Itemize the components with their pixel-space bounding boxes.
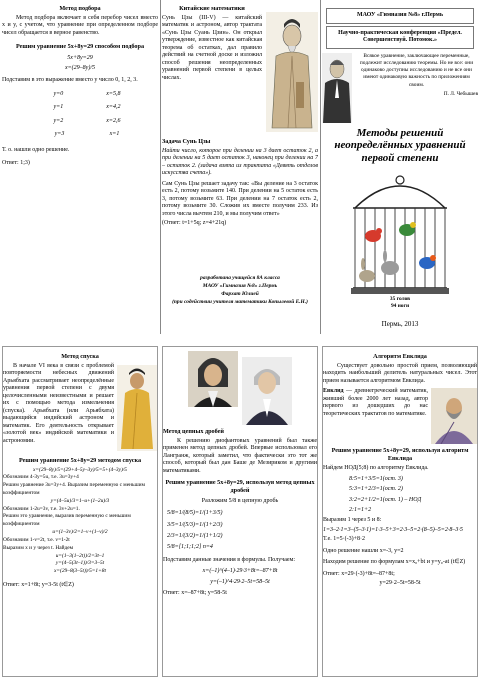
multiply-text: Т.е. 1=5·(-3)+8·2 [323,536,365,542]
chebyshev-portrait [322,53,352,123]
euclid-step: 8:5=1+3/5=1(ост. 3) [349,476,403,483]
table-row: y=1 x=4,2 [53,104,121,110]
brochure-title: Методы решений неопределённых уравнений первой степени [334,126,466,164]
task-statement: Решим уравнение 5х+8у=29 способом подбора [15,43,145,51]
euclid-step: 2:1=1+2 [349,506,372,513]
step-line: Решим уравнение 3u=3у+4. Выразим переменную с меньшим коэффициентом [3,482,145,496]
euclid-step: 3:2=2+1/2=1(ост. 1) – НОД [349,496,422,503]
credit-line: разработана учащейся 8А класса [200,274,280,281]
panel-continued-fractions [162,346,318,677]
task-text: Найти число, которое при делении на 3 дает остаток 2, а при делении на 5 дает остаток 3, наконец при делении на 7 – остаток 2. (задача взята из трактата «Девять отделов искусства счета»). [162,147,318,177]
table-row: y=3 x=1 [54,131,120,137]
epigraph-quote: Всякое уравнение, заключающее переменные, подлежит исследованию теоремы. Но не все: они одинаково доступны исследованию и не все они имеют одинаковую важность по приложениям своим. [359,52,474,88]
fraction-line: 2/3=1/(3/2)=1/(1+1/2) [167,533,223,540]
euclid-steps [323,474,477,515]
equation-x: x=(29–8y)/5 [64,64,96,71]
result-lines [163,566,317,586]
equation: 5х+8у=29 [67,55,93,61]
table-row: y=2 x=2,6 [53,117,121,124]
conference-name: Научно-практическая конференция «Предел. Совершенствуй. Потомок.» [326,26,474,49]
bird-icon [365,228,382,242]
result-y: y=(–1)^4·29·2–5t=58–5t [210,578,270,585]
credit-line: Фархат Юлией [221,290,259,297]
fraction-line: 3/5=1/(5/3)=1/(1+2/3) [167,521,223,528]
step-line: Обозначим 1-v=2t, т.е. v=1-2t [3,536,70,543]
task-statement: Решим уравнение 5х+8у=29, используя метод цепных дробей [165,479,315,494]
gcd-text: Найдем НОД(5;8) по алгоритму Евклида. [323,464,429,471]
cage-legs: 94 ноги [390,302,410,309]
conclusion-text: Т. о. нашли одно решение. [2,146,70,153]
task-statement: Решим уравнение 5х+8у=29 методом спуска [18,456,142,464]
answer-text: Ответ: x=29·(-3)+8t=–87+8t; [323,570,395,577]
panel-intro: Сунь Цзы (III-V) — китайский математик и астроном, автор трактата «Сунь Цзы Суань Цзин». Он открыл утверждение, известное как китайская теорема об остатках, дал правило действий на счетной доске и изложил способ решения неопределенных уравнений первой степени в целых числах. [162,14,262,81]
task-title: Задача Сунь Цзы [162,138,211,145]
euclid-portrait [431,388,477,444]
step-line: x=(29–8y)/5=(29+4–5y–3y)/5=5+(4–3y)/5 [33,466,127,473]
panel-heading: Китайские математики [179,5,245,12]
panel-euclid-algorithm [322,346,478,677]
answer-text: Ответ: x=–87+8t; y=58-5t [163,589,227,596]
table-row: y=0 x=5,8 [53,90,121,97]
express-text: Выразим 1 через 5 и 8: [323,517,382,523]
panel-heading: Метод цепных дробей [163,428,224,435]
answer-text-y: y=29·2–5t=58-5t [379,580,421,586]
city-year: Пермь, 2013 [381,320,419,329]
values-table [32,91,142,139]
sun-tzu-portrait [266,12,318,132]
lagrange-portrait [188,351,238,407]
fraction-line: 5/8=1/(8/5)=1/(1+3/5) [167,510,223,517]
step-line: y=(4–5(3t–1))/3=3–5t [55,560,105,567]
answer-text: Ответ: x=1+8t; y=3-5t (t∈Z) [3,582,74,589]
panel-intro: Метод подбора включает в себя перебор чисел вместо х и у, с учетом, что уравнение при определенном подборе чисел обращается в верное равенство. [2,14,158,36]
cage-heads: 35 голов [389,296,411,303]
express-formula: 1=3–2·1=3–(5–3·1)=1·3–5+3=2·3–5=2·(8–5)–5=2·8–3·5 [323,526,463,533]
rabbit-icon [381,250,399,275]
step-line: u=(1–3v)/2=1–v+(1–v)/2 [52,529,108,536]
result-x: x=(–1)^(4–1)·29·3+8t=–87+8t [202,568,278,575]
fraction-lines [163,508,317,554]
credit-line: (при содействии учителя математики Копылевой Е.Н.) [172,299,308,306]
euclid-name: Евклид [323,388,344,395]
step-line: Решим это уравнение, выразив переменную с меньшим коэффициентом [3,513,131,528]
panel-cover [322,2,478,332]
panel-intro: К решению диофантовых уравнений был также применен метод цепных дробей. Впервые использовал его Лангранж, который заметил, что фактически это тот же способ, который был дан Баше де Мезириком и другими математиками. [163,437,317,474]
panel-intro: В начале VI века в связи с проблемой повторяемости небесных движений Арьябхата рассматривает неопределённые уравнения первой степени с двумя целочисленными неизвестными и решает их с помощью метода измельчения (спуска). Арьябхата (или Арьябхата) выдающийся индийский астроном и математик. Его деятельность открывает «золотой век» индийской математики и астрономии. [3,362,114,444]
bird-icon [399,222,416,236]
panel-heading: Метод спуска [61,353,99,360]
steps-list [3,467,157,577]
euclid-bio: — древнегреческий математик, живший более 2000 лет назад, автор первого из дошедших до нас теоретических трактатов по математике. [323,388,429,417]
bird-icon [419,255,436,269]
formula-text: Находим решение по формулам x=x₀+bt и y=y₀-at (t∈Z) [323,559,466,565]
fold-line [160,0,161,334]
panel-heading: Алгоритм Евклида [373,353,427,360]
cage-caption [345,296,455,309]
euclid-step: 5:3=1+2/3=1(ост. 2) [349,486,403,493]
step-line: x=(29–8(3–5t))/5=1+8t [54,568,106,575]
step-line: u=(1–3(1–2t))/2=3t–1 [55,552,105,559]
credit-line: МАОУ «Гимназия №8» г.Пермь [202,282,278,289]
answer-text: Ответ: 1;3) [2,160,30,166]
birdcage-icon [345,168,455,308]
aryabhata-portrait [117,365,157,451]
credits [162,274,318,306]
fold-line [320,0,321,334]
step-line: Обозначим 4-3у=5u, т.е. 3u=3у+4 [3,474,79,481]
task-statement: Решим уравнение 5х+8у=29, используя алгоритм Евклида [331,447,469,462]
solution-text: Сам Сунь Цзы решает задачу так: «Вы деление на 3 остаток есть 2, потому возьмите 140. При делении на 5 остаток есть 3, потому возьмите 63. При делении на 7 остаток есть 2, потому возьмите 30. Сложив их вместе получим 233. Из этого числа вычтем 210, и мы получим ответ» [162,180,318,217]
decompose-text: Разложим 5/8 в цепную дробь [201,497,279,504]
substitute-text: Подставим данные значения в формулы. Получаем: [163,556,296,563]
rabbit-icon [359,258,375,282]
school-name: МАОУ «Гимназия №8» г.Пермь [326,8,474,24]
step-line: Обозначим 1-2u=3v, т.е. 3v+2u=1. [3,505,80,512]
panel-descent-method [2,346,158,677]
epigraph-author: П. Л. Чебышев [443,90,478,97]
panel-selection-method [2,2,158,332]
answer-text: (Ответ: t=1+5q; z=4+21q) [162,220,227,227]
cage-illustration [345,168,455,308]
panel-intro: Существует довольно простой прием, позволяющий находить наибольший делитель натуральных чисел. Этот прием называется алгоритмом Евклида. [323,362,477,384]
step-line: Выразим x и у через t. Найдем [3,544,74,551]
panel-chinese-mathematicians [162,2,318,332]
particular-solution: Одно решение нашли x=-3, y=2 [323,547,404,554]
panel-heading: Метод подбора [59,5,101,12]
fraction-line: 5/8=[1;1;1;2] n=4 [167,544,213,551]
bachet-portrait [242,357,292,425]
step-line: y=(4–5u)/3=1–u+(1–2u)/3 [50,497,110,504]
substitute-text: Подставим в это выражение вместо у число 0, 1, 2, 3. [2,77,138,83]
